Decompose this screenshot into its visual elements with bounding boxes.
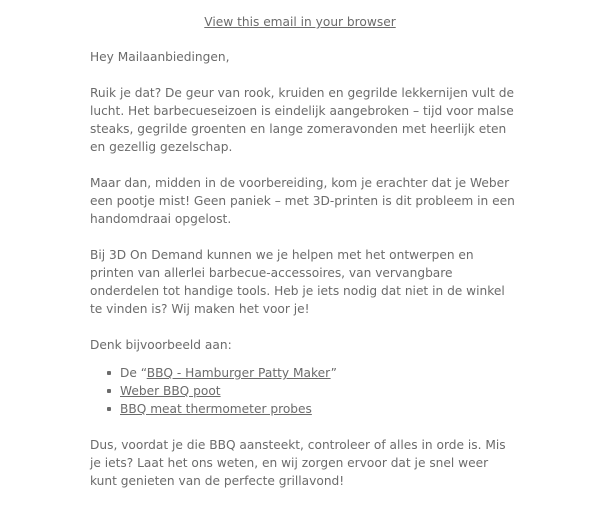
email-body bbox=[90, 48, 515, 508]
paragraph-service: Bij 3D On Demand kunnen we je helpen met het ontwerpen en printen van allerlei barbecue-accessoires, van vervangbare onderdelen tot handige tools. Heb je iets nodig dat niet in de winkel te vinden is? Wij maken het voor je! bbox=[90, 248, 505, 316]
list-item: De “BBQ - Hamburger Patty Maker” bbox=[120, 364, 515, 382]
list-intro: Denk bijvoorbeeld aan: bbox=[90, 338, 232, 352]
bullet-icon bbox=[107, 371, 111, 375]
list-item bbox=[120, 382, 515, 400]
view-in-browser-link[interactable]: View this email in your browser bbox=[204, 15, 396, 29]
paragraph-problem: Maar dan, midden in de voorbereiding, kom je erachter dat je Weber een pootje mist! Geen paniek – met 3D-printen is dit probleem in een handomdraai opgelost. bbox=[90, 176, 515, 226]
product-link-thermometer-probes[interactable]: BBQ meat thermometer probes bbox=[120, 402, 312, 416]
email-header bbox=[0, 0, 600, 31]
product-link-patty-maker[interactable]: BBQ - Hamburger Patty Maker bbox=[146, 366, 331, 380]
list-item bbox=[120, 400, 515, 418]
paragraph-intro: Ruik je dat? De geur van rook, kruiden en gegrilde lekkernijen vult de lucht. Het barbecueseizoen is eindelijk aangebroken – tijd voor malse steaks, gegrilde groenten en lange zomeravonden met heerlijk eten en gezellig gezelschap. bbox=[90, 86, 515, 154]
product-list bbox=[90, 364, 515, 418]
greeting: Hey Mailaanbiedingen, bbox=[90, 50, 230, 64]
bullet-icon bbox=[107, 389, 111, 393]
product-link-weber-poot[interactable]: Weber BBQ poot bbox=[120, 384, 221, 398]
paragraph-closing: Dus, voordat je die BBQ aansteekt, controleer of alles in orde is. Mis je iets? Laat het ons weten, en wij zorgen ervoor dat je snel weer kunt genieten van de perfecte grillavond! bbox=[90, 438, 506, 488]
bullet-icon bbox=[107, 407, 111, 411]
